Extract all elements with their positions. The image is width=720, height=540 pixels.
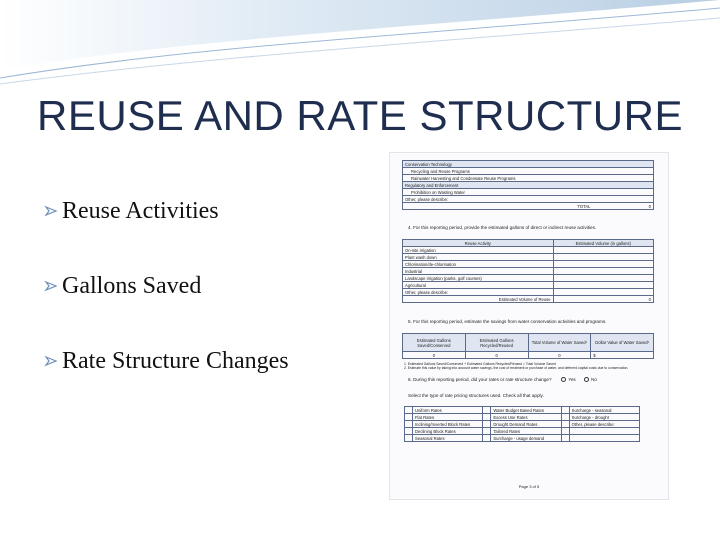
table-cell: On-site irrigation (403, 247, 554, 254)
table-cell: 0 (528, 352, 591, 359)
checkbox[interactable] (405, 435, 413, 442)
column-header: Dollar Value of Water Saved² (591, 334, 654, 352)
table-cell: Chlorination/de-chlorination (403, 261, 554, 268)
table-cell (569, 435, 639, 442)
table-cell: Flat Rates (413, 414, 483, 421)
table-cell: Surcharge - drought (569, 414, 639, 421)
table-cell: Uniform Rates (413, 407, 483, 414)
table-cell: Landscape irrigation (parks, golf courses) (403, 275, 554, 282)
slide-title: REUSE AND RATE STRUCTURE (37, 92, 683, 139)
bullet-arrow-icon (44, 279, 58, 293)
checkbox[interactable] (561, 421, 569, 428)
column-header: Total Volume of Water Saved¹ (528, 334, 591, 352)
page-number: Page 3 of 5 (518, 484, 540, 489)
table-cell: $ (591, 352, 654, 359)
table-cell: Rainwater Harvesting and Condensate Reuse Programs (403, 175, 654, 182)
rate-structure-table (404, 406, 640, 442)
bullet-item (44, 192, 289, 230)
checkbox[interactable] (483, 435, 491, 442)
table-cell: Surcharge - usage demand (491, 435, 561, 442)
table-cell: Surcharge - seasonal (569, 407, 639, 414)
total-label: TOTAL (577, 203, 591, 209)
question-5-text: 5. For this reporting period, estimate the savings from water conservation activities and programs. (408, 319, 607, 324)
table-cell (569, 428, 639, 435)
question-4-text: 4. For this reporting period, provide the estimated gallons of direct or indirect reuse activities. (408, 225, 597, 230)
savings-table (402, 333, 654, 359)
table-cell: Inclining/Inverted Block Rates (413, 421, 483, 428)
checkbox[interactable] (561, 414, 569, 421)
header-wave-decoration (0, 0, 720, 90)
checkbox[interactable] (483, 414, 491, 421)
bullet-text: Rate Structure Changes (62, 348, 289, 374)
yes-label: Yes (568, 377, 576, 382)
table-cell: Recycling and Reuse Programs (403, 168, 654, 175)
question-6 (408, 377, 597, 382)
total-value: 0 (553, 296, 653, 303)
yes-radio[interactable] (561, 377, 566, 382)
bullet-text: Reuse Activities (62, 198, 219, 224)
bullet-arrow-icon (44, 204, 58, 218)
checkbox[interactable] (483, 421, 491, 428)
table-cell: Drought Demand Rates (491, 421, 561, 428)
bullet-list (44, 192, 289, 417)
table-cell: Other, please describe: (403, 289, 554, 296)
no-label: No (591, 377, 597, 382)
select-instructions: Select the type of rate pricing structures used. Check all that apply. (408, 393, 544, 398)
table-cell: 0 (403, 352, 466, 359)
no-radio[interactable] (584, 377, 589, 382)
column-header: Estimated Gallons Saved/Conserved (403, 334, 466, 352)
footnote-2: 2. Estimate this value by taking into account water savings, the cost of treatment or purchase of water, and deferred capital costs due to conservation. (404, 366, 629, 370)
table-cell: Seasonal Rates (413, 435, 483, 442)
checkbox[interactable] (561, 407, 569, 414)
table-cell: Conservation Technology (403, 161, 654, 168)
checkbox[interactable] (405, 414, 413, 421)
total-label: Estimated Volume of Reuse (403, 296, 554, 303)
table-cell: Declining Block Rates (413, 428, 483, 435)
bullet-text: Gallons Saved (62, 273, 202, 299)
table-cell: Prohibition on Wasting Water (403, 189, 654, 196)
table-cell: Regulatory and Enforcement (403, 182, 654, 189)
table-cell: Agricultural (403, 282, 554, 289)
embedded-form-document (389, 152, 669, 500)
table-cell: Other, please describe: (403, 196, 654, 203)
column-header: Estimated Volume (in gallons) (553, 240, 653, 247)
bullet-arrow-icon (44, 354, 58, 368)
table-cell: Industrial (403, 268, 554, 275)
column-header: Estimated Gallons Recycled/Reused (465, 334, 528, 352)
table-cell: Excess Use Rates (491, 414, 561, 421)
total-value: 0 (648, 203, 651, 209)
column-header: Reuse Activity (403, 240, 554, 247)
table-cell: Plant wash down (403, 254, 554, 261)
conservation-table (402, 160, 654, 210)
checkbox[interactable] (483, 428, 491, 435)
checkbox[interactable] (405, 407, 413, 414)
table-cell: Tailored Rates (491, 428, 561, 435)
footnote-1: 1. Estimated Gallons Saved/Conserved + Estimated Gallons Recycled/Reused = Total Volume Saved (404, 362, 556, 366)
question-6-text: 6. During this reporting period, did your rates or rate structure change? (408, 377, 552, 382)
checkbox[interactable] (405, 428, 413, 435)
table-cell: Water Budget Based Rates (491, 407, 561, 414)
checkbox[interactable] (483, 407, 491, 414)
bullet-item (44, 267, 289, 305)
table-cell: Other, please describe: (569, 421, 639, 428)
checkbox[interactable] (405, 421, 413, 428)
reuse-activity-table (402, 239, 654, 303)
table-cell: 0 (465, 352, 528, 359)
bullet-item (44, 342, 289, 380)
